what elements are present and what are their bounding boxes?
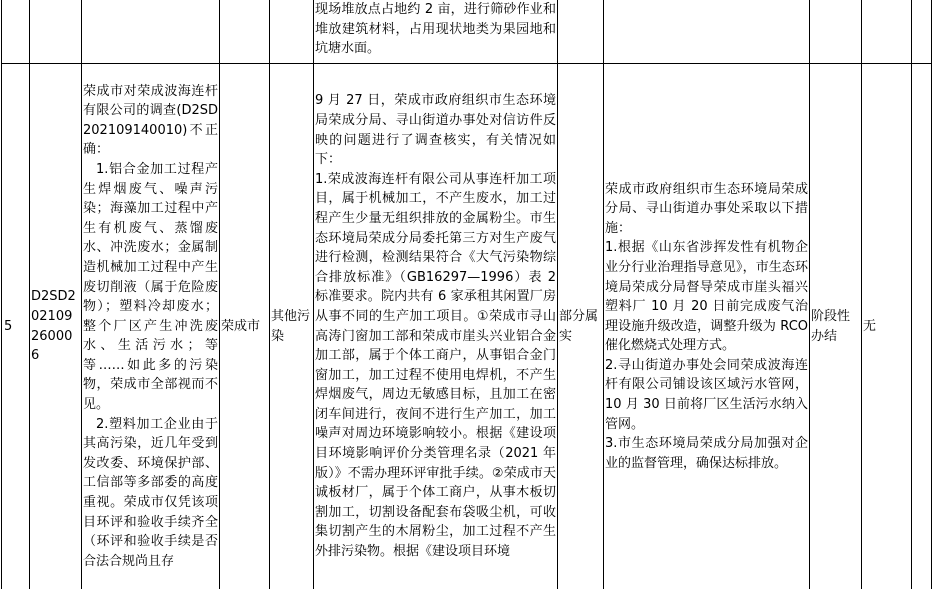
- complaint-table: [1, 0, 932, 589]
- measures-paragraph: 1.根据《山东省涉挥发性有机物企业分行业治理指导意见》，市生态环境局荣成分局督导荣成市崖头福兴塑料厂 10 月 20 日前完成废气治理设施升级改造，调整升级为 RCO 催化燃烧式处理方式。: [605, 240, 808, 354]
- pollution-type-cell: [270, 0, 314, 64]
- region-cell: [220, 0, 270, 64]
- accountability-cell: [862, 0, 912, 64]
- measures-paragraph: 3.市生态环境局荣成分局加强对企业的监督管理，确保达标排放。: [605, 436, 808, 471]
- complaint-paragraph: 1.铝合金加工过程产生焊烟废气、噪声污染；海藻加工过程中产生有机废气、蒸馏废水、冲洗废水；金属制造机械加工过程中产生废切削液（属于危险废物）；塑料冷却废水；整个厂区产生冲洗废水、生活污水；等等……如此多的污染物，荣成市全部视而不见。: [83, 161, 218, 413]
- measures-cell: [604, 0, 810, 64]
- pollution-type-cell: 其他污染: [270, 64, 314, 589]
- complaint-paragraph: 荣成市对荣成波海连杆有限公司的调查(D2SD202109140010)不正确：: [83, 83, 218, 158]
- findings-cell: [314, 64, 558, 589]
- region-cell: 荣成市: [220, 64, 270, 589]
- case-id-cell: [30, 0, 82, 64]
- seq-cell: [2, 0, 30, 64]
- status-cell: 阶段性办结: [810, 64, 862, 589]
- seq-cell: 5: [2, 64, 30, 589]
- table-row: [2, 64, 932, 589]
- findings-cell: 现场堆放点占地约 2 亩，进行筛砂作业和堆放建筑材料，占用现状地类为果园地和坑塘水面。: [314, 0, 558, 64]
- verdict-cell: 部分属实: [558, 64, 604, 589]
- complaint-cell: [82, 64, 220, 589]
- complaint-paragraph: 2.塑料加工企业由于其高污染，近几年受到发改委、环境保护部、工信部等多部委的高度重视。荣成市仅凭该项目环评和验收手续齐全（环评和验收手续是否合法合规尚且存: [83, 416, 218, 569]
- accountability-cell: 无: [862, 64, 912, 589]
- findings-paragraph: 9 月 27 日，荣成市政府组织市生态环境局荣成分局、寻山街道办事处对信访件反映的问题进行了调查核实，有关情况如下：: [315, 93, 556, 168]
- extra-cell: [912, 0, 932, 64]
- findings-paragraph: 1.荣成波海连杆有限公司从事连杆加工项目，属于机械加工，不产生废水，加工过程产生少量无组织排放的金属粉尘。市生态环境局荣成分局委托第三方对生产废气进行检测，检测结果符合《大气污染物综合排放标准》（GB16297—1996）表 2 标准要求。院内共有 6 家承租其闲置厂房从事不同的生产加工项目。①荣成市寻山高涛门窗加工部和荣成市崖头兴业铝合金加工部，属于个体工商户，从事铝合金门窗加工，加工过程不使用电焊机，不产生焊烟废气，周边无敏感目标，且加工在密闭车间进行，夜间不进行生产加工，加工噪声对周边环境影响较小。根据《建设项目环境影响评价分类管理名录（2021 年版）》不需办理环评审批手续。②荣成市天诚板材厂，属于个体工商户，从事木板切割加工，切割设备配套布袋吸尘机，可收集切割产生的木屑粉尘，加工过程不产生外排污染物。根据《建设项目环境: [315, 171, 556, 560]
- case-id-cell: D2SD202109260006: [30, 64, 82, 589]
- extra-cell: [912, 64, 932, 589]
- measures-cell: [604, 64, 810, 589]
- measures-paragraph: 2.寻山街道办事处会同荣成波海连杆有限公司铺设该区域污水管网，10 月 30 日前将厂区生活污水纳入管网。: [605, 357, 808, 432]
- measures-paragraph: 荣成市政府组织市生态环境局荣成分局、寻山街道办事处采取以下措施：: [605, 181, 808, 236]
- complaint-cell: [82, 0, 220, 64]
- verdict-cell: [558, 0, 604, 64]
- table-row: [2, 0, 932, 64]
- status-cell: [810, 0, 862, 64]
